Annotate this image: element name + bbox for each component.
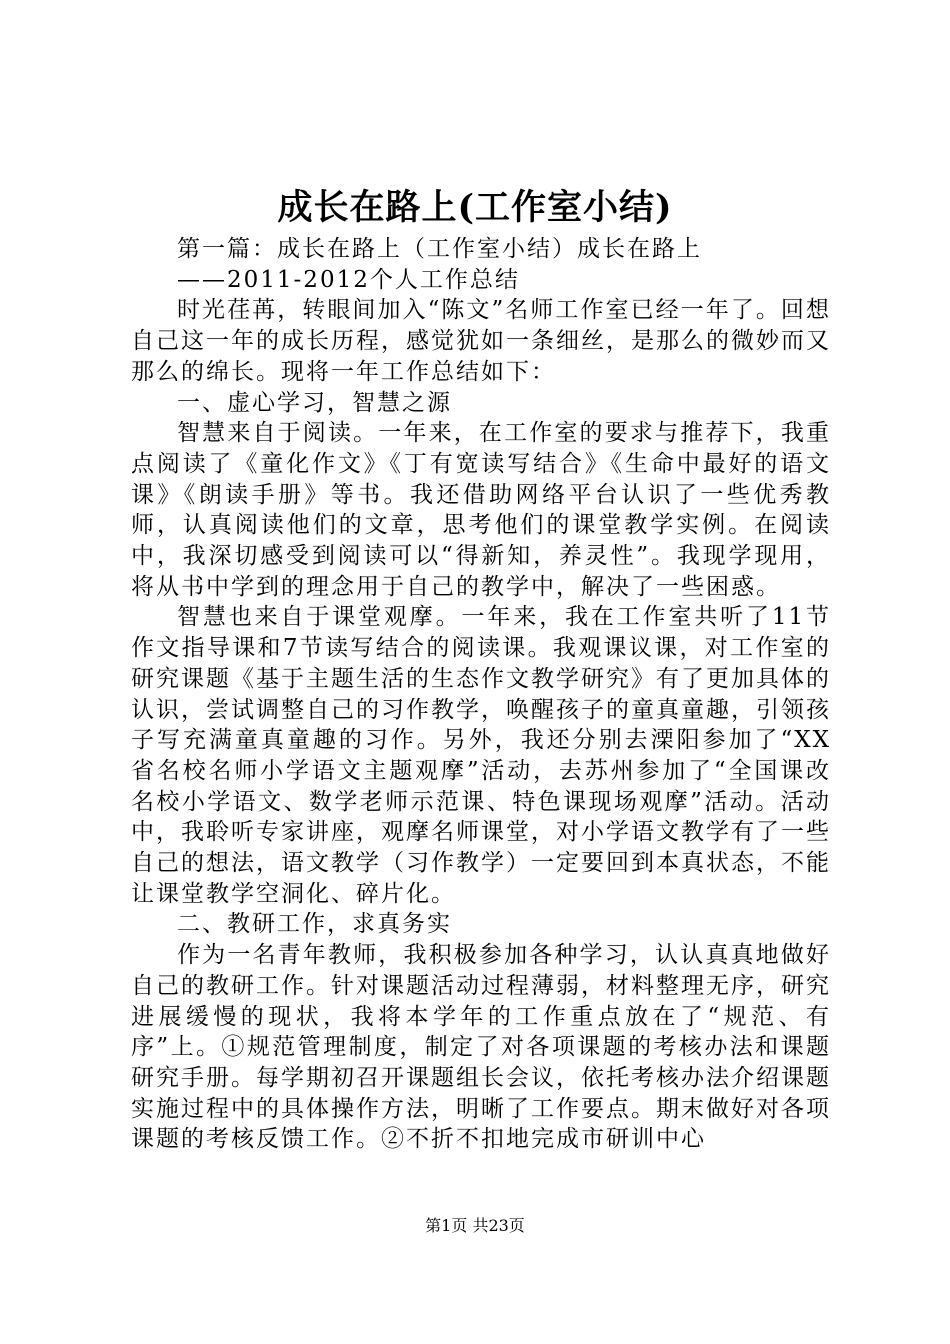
paragraph-reading: 智慧来自于阅读。一年来，在工作室的要求与推荐下，我重点阅读了《童化作文》《丁有宽读写结合》《生命中最好的语文课》《朗读手册》等书。我还借助网络平台认识了一些优秀教师，认真阅读他们的文章，思考他们的课堂教学实例。在阅读中，我深切感受到阅读可以“得新知，养灵性”。我现学现用，将从书中学到的理念用于自己的教学中，解决了一些困惑。 — [131, 420, 831, 600]
page-footer: 第1页 共23页 — [425, 1216, 525, 1235]
paragraph-chapter-heading: 第一篇：成长在路上（工作室小结）成长在路上 — [177, 236, 702, 262]
paragraph-research: 作为一名青年教师，我积极参加各种学习，认认真真地做好自己的教研工作。针对课题活动过程薄弱，材料整理无序，研究进展缓慢的现状，我将本学年的工作重点放在了“规范、有序”上。①规范管理制度，制定了对各项课题的考核办法和课题研究手册。每学期初召开课题组长会议，依托考核办法介绍课题实施过程中的具体操作方法，明晰了工作要点。期末做好对各项课题的考核反馈工作。②不折不扣地完成市研训中心 — [131, 942, 831, 1153]
document-title: 成长在路上(工作室小结) — [277, 187, 673, 228]
section-heading-1: 一、虚心学习，智慧之源 — [177, 389, 452, 416]
section-heading-2: 二、教研工作，求真务实 — [177, 911, 452, 938]
paragraph-subtitle: ——2011-2012个人工作总结 — [177, 266, 520, 293]
paragraph-intro: 时光荏苒，转眼间加入“陈文”名师工作室已经一年了。回想自己这一年的成长历程，感觉犹如一条细丝，是那么的微妙而又那么的绵长。现将一年工作总结如下： — [131, 297, 831, 385]
paragraph-observation: 智慧也来自于课堂观摩。一年来，我在工作室共听了11节作文指导课和7节读写结合的阅读课。我观课议课，对工作室的研究课题《基于主题生活的生态作文教学研究》有了更加具体的认识，尝试调整自己的习作教学，唤醒孩子的童真童趣，引领孩子写充满童真童趣的习作。另外，我还分别去溧阳参加了“XX省名校名师小学语文主题观摩”活动，去苏州参加了“全国课改名校小学语文、数学老师示范课、特色课现场观摩”活动。活动中，我聆听专家讲座，观摩名师课堂，对小学语文教学有了一些自己的想法，语文教学（习作教学）一定要回到本真状态，不能让课堂教学空洞化、碎片化。 — [131, 604, 831, 907]
document-body — [131, 234, 831, 1155]
